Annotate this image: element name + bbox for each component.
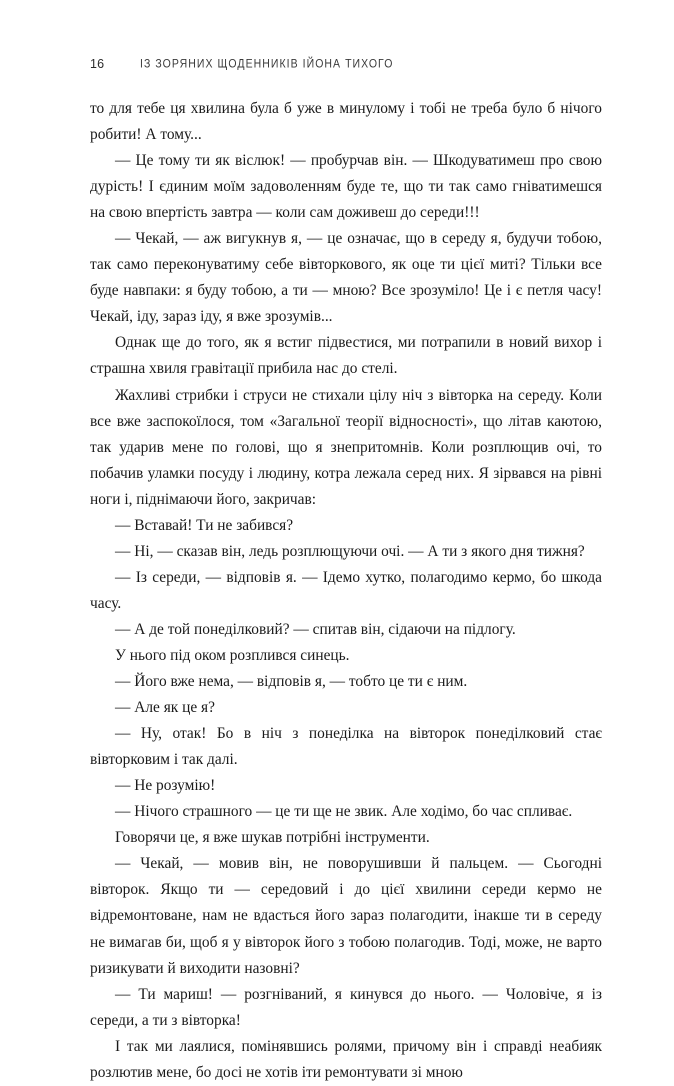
paragraph: І так ми лаялися, помінявшись ролями, причому він і справді неабияк розлютив мене, бо досі не хотів іти ремонтувати зі мною: [90, 1037, 602, 1081]
paragraph: — Ну, отак! Бо в ніч з понеділка на вівторок понеділковий стає вівторковим і так далі.: [90, 725, 602, 769]
paragraph: — Ти мариш! — розгніваний, я кинувся до нього. — Чоловіче, я із середи, а ти з вівторка!: [90, 985, 602, 1029]
paragraph: — А де той понеділковий? — спитав він, сідаючи на підлогу.: [115, 620, 516, 638]
body-text: [90, 96, 602, 1086]
paragraph: то для тебе ця хвилина була б уже в минулому і тобі не треба було б нічого робити! А тому...: [90, 100, 602, 144]
paragraph: Жахливі стрибки і струси не стихали цілу ніч з вівторка на середу. Коли все вже заспокоїлося, том «Загальної теорії відносності», що літав каютою, так ударив мене по голові, що я знепритомнів. Коли розплющив очі, то побачив уламки посуду і людину, котра лежала серед них. Я зірвався на рівні ноги і, піднімаючи його, закричав:: [90, 386, 602, 508]
paragraph: — Чекай, — аж вигукнув я, — це означає, що в середу я, будучи тобою, так само переконуватиму себе вівторкового, як оце ти цієї миті? Тільки все буде навпаки: я буду тобою, а ти — мною? Все зрозуміло! Це і є петля часу! Чекай, іду, зараз іду, я вже зрозумів...: [90, 230, 602, 326]
paragraph: — Не розумію!: [115, 777, 216, 795]
paragraph: — Із середи, — відповів я. — Ідемо хутко, полагодимо кермо, бо шкода часу.: [90, 568, 602, 612]
paragraph: — Нічого страшного — це ти ще не звик. Але ходімо, бо час спливає.: [115, 803, 573, 821]
running-head-title: ІЗ ЗОРЯНИХ ЩОДЕННИКІВ ІЙОНА ТИХОГО: [140, 56, 394, 72]
paragraph: У нього під оком розплився синець.: [115, 646, 350, 664]
paragraph: — Вставай! Ти не забився?: [115, 516, 294, 534]
paragraph: — Ні, — сказав він, ледь розплющуючи очі. — А ти з якого дня тижня?: [115, 542, 585, 560]
running-head: [90, 58, 602, 76]
paragraph: — Але як це я?: [115, 699, 215, 717]
paragraph: — Чекай, — мовив він, не поворушивши й пальцем. — Сьогодні вівторок. Якщо ти — середовий і до цієї хвилини середи кермо не відремонтоване, нам не вдасться його зараз полагодити, інакше ти в середу не вимагав би, щоб я у вівторок його з тобою полагодив. Тоді, може, не варто ризикувати й виходити назовні?: [90, 855, 602, 977]
paragraph: — Це тому ти як віслюк! — пробурчав він. — Шкодуватимеш про свою дурість! І єдиним моїм задоволенням буде те, що ти так само гніватимешся на свою впертість завтра — коли сам доживеш до середи!!!: [90, 152, 602, 222]
paragraph: — Його вже нема, — відповів я, — тобто це ти є ним.: [115, 673, 468, 691]
page-number: 16: [90, 57, 105, 71]
paragraph: Однак ще до того, як я встиг підвестися, ми потрапили в новий вихор і страшна хвиля гравітації прибила нас до стелі.: [90, 334, 602, 378]
paragraph: Говорячи це, я вже шукав потрібні інструменти.: [115, 829, 430, 847]
